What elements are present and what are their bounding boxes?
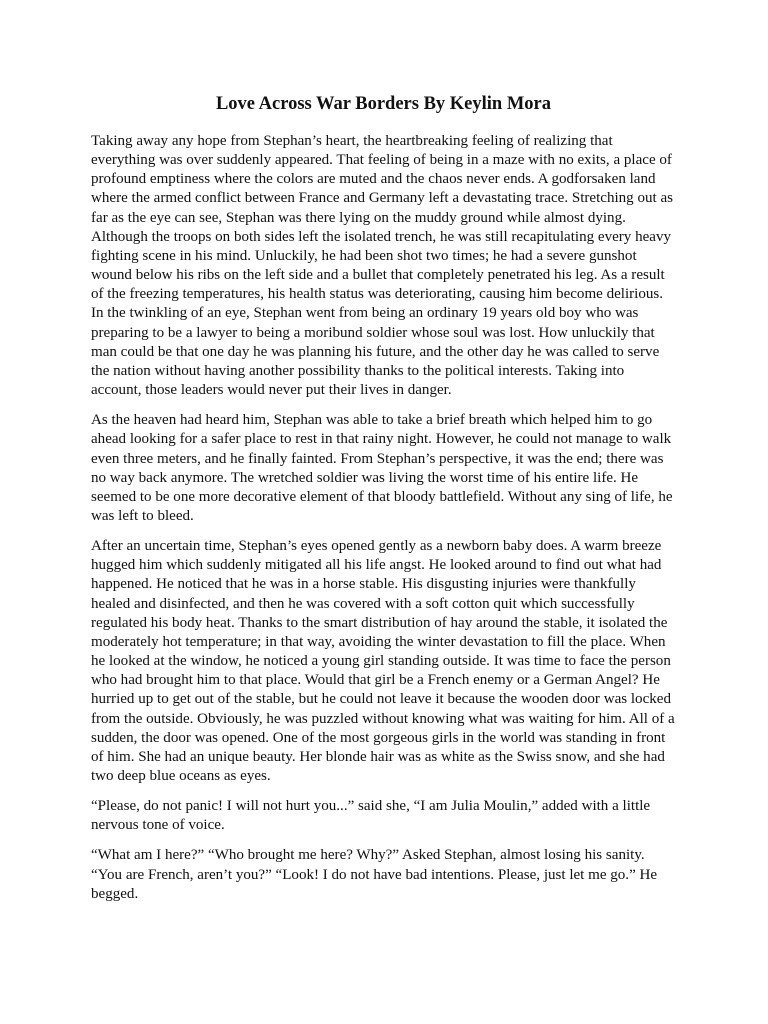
paragraph-line: seemed to be one more decorative element of that bloody battlefield. Without any sing of life, he — [91, 488, 673, 505]
document-body — [91, 132, 676, 904]
paragraph-line: two deep blue oceans as eyes. — [91, 768, 271, 784]
paragraph-line: was left to bleed. — [91, 507, 194, 524]
paragraph-line: “Please, do not panic! I will not hurt you...” said she, “I am Julia Moulin,” added with a little — [91, 798, 651, 815]
paragraph-line: profound emptiness where the colors are muted and the chaos never ends. A godforsaken land — [91, 171, 656, 188]
paragraph-line: healed and disinfected, and then he was covered with a soft cotton quit which successfully — [91, 595, 635, 612]
paragraph — [91, 411, 676, 526]
paragraph-line: account, those leaders would never put their lives in danger. — [91, 382, 452, 399]
paragraph-line: from the outside. Obviously, he was puzzled without knowing what was waiting for him. All of a — [91, 710, 675, 727]
paragraph-line: of the freezing temperatures, his health status was deteriorating, causing him become delirious. — [91, 286, 664, 303]
paragraph-line: regulated his body heat. Thanks to the smart distribution of hay around the stable, it isolated the — [91, 614, 668, 631]
paragraph — [91, 132, 676, 400]
paragraph-line: who had brought him to that place. Would that girl be a French enemy or a German Angel? He — [91, 672, 660, 689]
paragraph-line: After an uncertain time, Stephan’s eyes opened gently as a newborn baby does. A warm breeze — [91, 538, 662, 555]
paragraph-line: Taking away any hope from Stephan’s heart, the heartbreaking feeling of realizing that — [91, 133, 613, 149]
paragraph-line: As the heaven had heard him, Stephan was able to take a brief breath which helped him to go — [91, 412, 653, 429]
paragraph-line: ahead looking for a safer place to rest in that rainy night. However, he could not manage to walk — [91, 431, 672, 448]
paragraph-line: nervous tone of voice. — [91, 817, 225, 834]
paragraph-line: sudden, the door was opened. One of the most gorgeous girls in the world was standing in front — [91, 729, 666, 746]
paragraph-line: even three meters, and he finally fainted. From Stephan’s perspective, it was the end; there was — [91, 450, 664, 467]
paragraph-line: man could be that one day he was planning his future, and the other day he was called to serve — [91, 343, 660, 360]
paragraph — [91, 846, 676, 903]
paragraph-line: happened. He noticed that he was in a horse stable. His disgusting injuries were thankfully — [91, 576, 636, 593]
paragraph-line: begged. — [91, 885, 139, 902]
paragraph-line: “You are French, aren’t you?” “Look! I do not have bad intentions. Please, just let me go.” He — [91, 866, 658, 883]
paragraph-line: where the armed conflict between France and Germany left a devastating trace. Stretching out as — [91, 190, 673, 207]
paragraph-line: Although the troops on both sides left the isolated trench, he was still recapitulating every heavy — [91, 228, 671, 245]
paragraph-line: no way back anymore. The wretched soldier was living the worst time of his entire life. He — [91, 469, 639, 486]
paragraph-line: In the twinkling of an eye, Stephan went from being an ordinary 19 years old boy who was — [91, 305, 639, 322]
paragraph-line: moderately hot temperature; in that way, avoiding the winter devastation to fill the place. When — [91, 633, 666, 650]
document-title: Love Across War Borders By Keylin Mora — [215, 94, 552, 114]
paragraph-line: preparing to be a lawyer to being a moribund soldier whose soul was lost. How unluckily that — [91, 324, 655, 341]
paragraph-line: far as the eye can see, Stephan was there lying on the muddy ground while almost dying. — [91, 209, 626, 226]
paragraph — [91, 537, 676, 786]
paragraph-line: “What am I here?” “Who brought me here? Why?” Asked Stephan, almost losing his sanity. — [91, 847, 645, 864]
paragraph-line: hurried up to get out of the stable, but he could not leave it because the wooden door was locked — [91, 691, 671, 708]
paragraph-line: hugged him which suddenly mitigated all his life angst. He looked around to find out what had — [91, 557, 662, 574]
paragraph-line: he looked at the window, he noticed a young girl standing outside. It was time to face the person — [91, 653, 671, 670]
paragraph-line: wound below his ribs on the left side and a bullet that completely penetrated his leg. As a result — [91, 267, 665, 284]
paragraph-line: everything was over suddenly appeared. That feeling of being in a maze with no exits, a place of — [91, 152, 672, 169]
paragraph — [91, 797, 676, 835]
paragraph-line: of him. She had an unique beauty. Her blonde hair was as white as the Swiss snow, and she had — [91, 748, 665, 765]
paragraph-line: fighting scene in his mind. Unluckily, he had been shot two times; he had a severe gunshot — [91, 247, 637, 264]
paragraph-line: the nation without having another possibility thanks to the political interests. Taking into — [91, 362, 625, 379]
